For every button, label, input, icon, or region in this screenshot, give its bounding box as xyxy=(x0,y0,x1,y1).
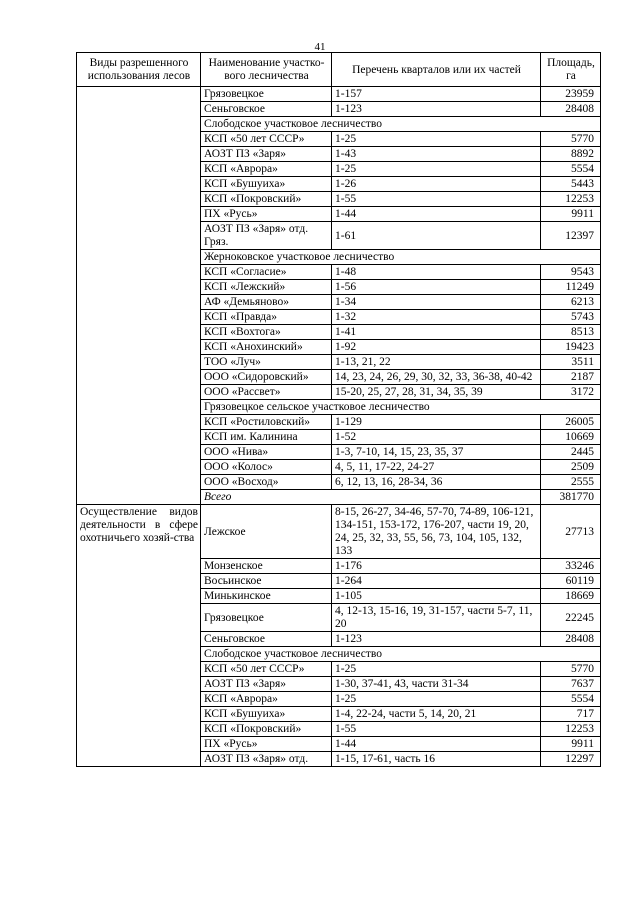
quarters-list: 1-44 xyxy=(332,737,541,752)
forestry-name: Грязовецкое xyxy=(201,604,332,632)
area-value: 8513 xyxy=(541,325,601,340)
forestry-name: Сеньговское xyxy=(201,632,332,647)
quarters-list: 1-15, 17-61, часть 16 xyxy=(332,752,541,767)
forestry-name: КСП «Вохтога» xyxy=(201,325,332,340)
forestry-name: ООО «Колос» xyxy=(201,460,332,475)
table-body xyxy=(77,87,601,767)
quarters-list: 1-176 xyxy=(332,559,541,574)
usage-type-cell xyxy=(77,87,201,505)
quarters-list: 4, 12-13, 15-16, 19, 31-157, части 5-7, 11, 20 xyxy=(332,604,541,632)
quarters-list: 14, 23, 24, 26, 29, 30, 32, 33, 36-38, 40-42 xyxy=(332,370,541,385)
area-value: 19423 xyxy=(541,340,601,355)
total-label: Всего xyxy=(201,490,541,505)
area-value: 23959 xyxy=(541,87,601,102)
table-row xyxy=(77,505,601,559)
forestry-name: ООО «Рассвет» xyxy=(201,385,332,400)
forestry-name: АОЗТ ПЗ «Заря» отд. xyxy=(201,752,332,767)
forestry-name: АФ «Демьяново» xyxy=(201,295,332,310)
quarters-list: 1-123 xyxy=(332,102,541,117)
quarters-list: 1-264 xyxy=(332,574,541,589)
area-value: 11249 xyxy=(541,280,601,295)
area-value: 5554 xyxy=(541,692,601,707)
quarters-list: 1-55 xyxy=(332,722,541,737)
forestry-name: КСП «Согласие» xyxy=(201,265,332,280)
section-title: Жерноковское участковое лесничество xyxy=(201,250,601,265)
forestry-name: ПХ «Русь» xyxy=(201,737,332,752)
forestry-name: Сеньговское xyxy=(201,102,332,117)
area-value: 5770 xyxy=(541,132,601,147)
forestry-name: Лежское xyxy=(201,505,332,559)
forestry-name: ООО «Сидоровский» xyxy=(201,370,332,385)
section-title: Слободское участковое лесничество xyxy=(201,647,601,662)
quarters-list: 1-56 xyxy=(332,280,541,295)
area-value: 5554 xyxy=(541,162,601,177)
quarters-list: 6, 12, 13, 16, 28-34, 36 xyxy=(332,475,541,490)
quarters-list: 1-92 xyxy=(332,340,541,355)
total-area: 381770 xyxy=(541,490,601,505)
quarters-list: 1-25 xyxy=(332,132,541,147)
area-value: 2445 xyxy=(541,445,601,460)
area-value: 10669 xyxy=(541,430,601,445)
section-title: Грязовецкое сельское участковое лесничество xyxy=(201,400,601,415)
quarters-list: 1-13, 21, 22 xyxy=(332,355,541,370)
area-value: 5443 xyxy=(541,177,601,192)
quarters-list: 1-55 xyxy=(332,192,541,207)
quarters-list: 1-30, 37-41, 43, части 31-34 xyxy=(332,677,541,692)
forestry-name: ТОО «Луч» xyxy=(201,355,332,370)
area-value: 3511 xyxy=(541,355,601,370)
forestry-name: КСП «Бушуиха» xyxy=(201,707,332,722)
forestry-name: Монзенское xyxy=(201,559,332,574)
area-value: 5743 xyxy=(541,310,601,325)
forestry-name: КСП «Правда» xyxy=(201,310,332,325)
quarters-list: 15-20, 25, 27, 28, 31, 34, 35, 39 xyxy=(332,385,541,400)
area-value: 6213 xyxy=(541,295,601,310)
forest-use-table xyxy=(76,52,601,767)
forestry-name: АОЗТ ПЗ «Заря» xyxy=(201,147,332,162)
table-header-row xyxy=(77,53,601,87)
header-area: Площадь, га xyxy=(541,53,601,87)
forestry-name: КСП им. Калинина xyxy=(201,430,332,445)
quarters-list: 1-48 xyxy=(332,265,541,280)
table-row xyxy=(77,87,601,102)
forestry-name: КСП «Аврора» xyxy=(201,162,332,177)
quarters-list: 1-43 xyxy=(332,147,541,162)
forestry-name: КСП «Анохинский» xyxy=(201,340,332,355)
area-value: 9911 xyxy=(541,207,601,222)
usage-type-cell: Осуществление видов деятельности в сфере охотничьего хозяй-ства xyxy=(77,505,201,767)
quarters-list: 1-25 xyxy=(332,662,541,677)
area-value: 9911 xyxy=(541,737,601,752)
quarters-list: 1-129 xyxy=(332,415,541,430)
area-value: 28408 xyxy=(541,102,601,117)
header-forestry: Наименование участко-вого лесничества xyxy=(201,53,332,87)
forestry-name: ООО «Восход» xyxy=(201,475,332,490)
area-value: 18669 xyxy=(541,589,601,604)
area-value: 12397 xyxy=(541,222,601,250)
area-value: 26005 xyxy=(541,415,601,430)
area-value: 3172 xyxy=(541,385,601,400)
quarters-list: 1-44 xyxy=(332,207,541,222)
quarters-list: 1-61 xyxy=(332,222,541,250)
area-value: 2187 xyxy=(541,370,601,385)
area-value: 5770 xyxy=(541,662,601,677)
page-number: 41 xyxy=(314,41,326,53)
header-quarters: Перечень кварталов или их частей xyxy=(332,53,541,87)
forestry-name: КСП «50 лет СССР» xyxy=(201,662,332,677)
quarters-list: 1-52 xyxy=(332,430,541,445)
area-value: 12253 xyxy=(541,192,601,207)
area-value: 33246 xyxy=(541,559,601,574)
area-value: 28408 xyxy=(541,632,601,647)
quarters-list: 1-41 xyxy=(332,325,541,340)
area-value: 2555 xyxy=(541,475,601,490)
area-value: 12253 xyxy=(541,722,601,737)
forestry-name: ПХ «Русь» xyxy=(201,207,332,222)
forestry-name: АОЗТ ПЗ «Заря» xyxy=(201,677,332,692)
header-usage: Виды разрешенного использования лесов xyxy=(77,53,201,87)
forestry-name: КСП «Бушуиха» xyxy=(201,177,332,192)
area-value: 9543 xyxy=(541,265,601,280)
section-title: Слободское участковое лесничество xyxy=(201,117,601,132)
quarters-list: 8-15, 26-27, 34-46, 57-70, 74-89, 106-121, 134-151, 153-172, 176-207, части 19, 20, 24, 25, 32, 33, 55, 56, 73, 104, 105, 132, 133 xyxy=(332,505,541,559)
quarters-list: 1-25 xyxy=(332,692,541,707)
quarters-list: 1-105 xyxy=(332,589,541,604)
quarters-list: 1-157 xyxy=(332,87,541,102)
forestry-name: Минькинское xyxy=(201,589,332,604)
area-value: 7637 xyxy=(541,677,601,692)
area-value: 60119 xyxy=(541,574,601,589)
quarters-list: 4, 5, 11, 17-22, 24-27 xyxy=(332,460,541,475)
forestry-name: КСП «Покровский» xyxy=(201,192,332,207)
area-value: 8892 xyxy=(541,147,601,162)
quarters-list: 1-4, 22-24, части 5, 14, 20, 21 xyxy=(332,707,541,722)
area-value: 27713 xyxy=(541,505,601,559)
quarters-list: 1-34 xyxy=(332,295,541,310)
area-value: 12297 xyxy=(541,752,601,767)
quarters-list: 1-3, 7-10, 14, 15, 23, 35, 37 xyxy=(332,445,541,460)
forestry-name: ООО «Нива» xyxy=(201,445,332,460)
area-value: 22245 xyxy=(541,604,601,632)
quarters-list: 1-32 xyxy=(332,310,541,325)
forestry-name: КСП «50 лет СССР» xyxy=(201,132,332,147)
forestry-name: АОЗТ ПЗ «Заря» отд. Гряз. xyxy=(201,222,332,250)
forestry-name: КСП «Ростиловский» xyxy=(201,415,332,430)
forestry-name: Восьинское xyxy=(201,574,332,589)
forestry-name: КСП «Аврора» xyxy=(201,692,332,707)
quarters-list: 1-26 xyxy=(332,177,541,192)
forestry-name: Грязовецкое xyxy=(201,87,332,102)
forestry-name: КСП «Лежский» xyxy=(201,280,332,295)
forestry-name: КСП «Покровский» xyxy=(201,722,332,737)
area-value: 2509 xyxy=(541,460,601,475)
quarters-list: 1-123 xyxy=(332,632,541,647)
area-value: 717 xyxy=(541,707,601,722)
quarters-list: 1-25 xyxy=(332,162,541,177)
